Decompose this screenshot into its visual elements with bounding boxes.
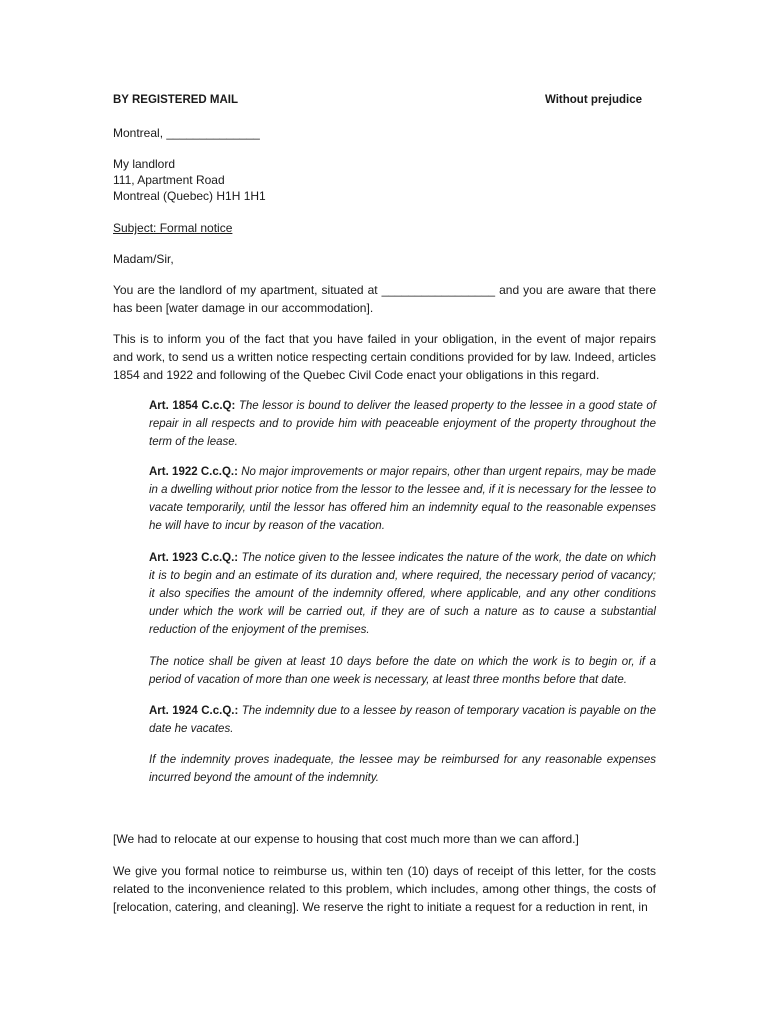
place-date: Montreal, ______________ <box>113 126 260 140</box>
article-1922 <box>149 463 656 535</box>
article-label: Art. 1924 C.c.Q.: <box>149 705 239 717</box>
formal-notice-paragraph: We give you formal notice to reimburse us, within ten (10) days of receipt of this letter, for the costs related to the inconvenience related to this problem, which includes, among other things, the costs of [relocation, catering, and cleaning]. We reserve the right to initiate a request for a reduction in rent, in <box>113 864 656 914</box>
article-text: The indemnity due to a lessee by reason of temporary vacation is payable on the date he vacates. <box>149 705 657 735</box>
article-1923-continued <box>149 653 656 689</box>
recipient-street: 111, Apartment Road <box>113 173 225 187</box>
article-text: No major improvements or major repairs, other than urgent repairs, may be made in a dwelling without prior notice from the lessor to the lessee and, if it is necessary for the lessee to vacate temporarily, until the lessor has offered him an indemnity equal to the reasonable expenses he will have to incur by reason of the vacation. <box>149 466 656 532</box>
recipient-name: My landlord <box>113 157 176 171</box>
article-label: Art. 1854 C.c.Q: <box>149 400 236 412</box>
article-text: If the indemnity proves inadequate, the lessee may be reimbursed for any reasonable expenses incurred beyond the amount of the indemnity. <box>149 754 656 784</box>
article-label: Art. 1923 C.c.Q.: <box>149 552 239 564</box>
article-label: Art. 1922 C.c.Q.: <box>149 466 238 478</box>
relocation-statement: [We had to relocate at our expense to housing that cost much more than we can afford.] <box>113 832 579 846</box>
article-1924-continued <box>149 751 656 787</box>
article-text: The notice given to the lessee indicates the nature of the work, the date on which it is to begin and an estimate of its duration and, where required, the necessary period of vacancy; it also specifies the amount of the indemnity offered, where applicable, and any other conditions under which the work will be carried out, if they are of such a nature as to cause a substantial reduction of the enjoyment of the premises. <box>149 552 656 636</box>
article-1923 <box>149 549 656 639</box>
registered-mail-heading: BY REGISTERED MAIL <box>113 94 239 106</box>
without-prejudice-heading: Without prejudice <box>544 94 642 106</box>
paragraph-obligation: This is to inform you of the fact that you have failed in your obligation, in the event of major repairs and work, to send us a written notice respecting certain conditions provided for by law. Indeed, articles 1854 and 1922 and following of the Quebec Civil Code enact your obligations in this regard. <box>113 332 656 382</box>
subject-line: Subject: Formal notice <box>113 221 233 235</box>
article-text: The notice shall be given at least 10 days before the date on which the work is to begin or, if a period of vacation of more than one week is necessary, at least three months before that date. <box>149 656 656 686</box>
article-1854 <box>149 397 656 451</box>
recipient-city: Montreal (Quebec) H1H 1H1 <box>113 189 266 203</box>
salutation: Madam/Sir, <box>113 252 174 266</box>
article-1924 <box>149 702 656 738</box>
article-text: The lessor is bound to deliver the leased property to the lessee in a good state of repair in all respects and to provide him with peaceable enjoyment of the property throughout the term of the lease. <box>149 400 656 448</box>
paragraph-landlord: You are the landlord of my apartment, situated at _________________ and you are aware that there has been [water damage in our accommodation]. <box>113 283 656 315</box>
